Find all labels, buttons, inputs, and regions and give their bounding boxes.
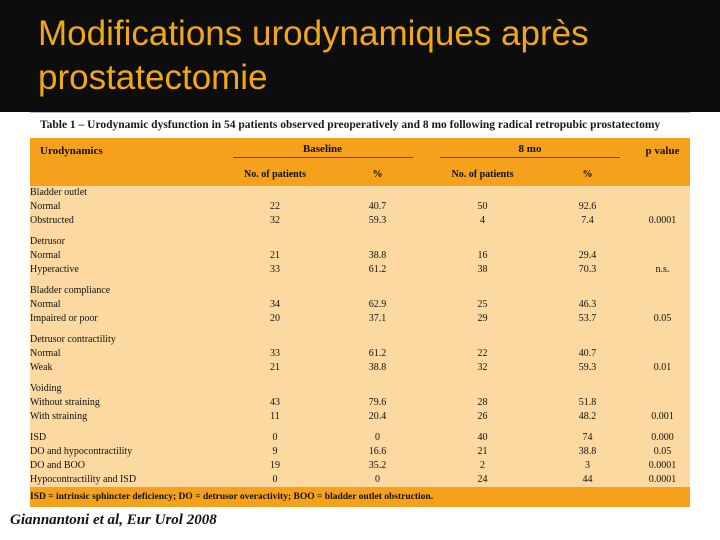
cell-baseline-pct: 37.1 xyxy=(330,312,425,326)
cell-pvalue: 0.0001 xyxy=(635,473,690,487)
cell-8mo-pct: 51.8 xyxy=(540,396,635,410)
urodynamics-table xyxy=(30,138,690,507)
row-label: Impaired or poor xyxy=(30,312,220,326)
table-row xyxy=(30,361,690,375)
row-label: Normal xyxy=(30,200,220,214)
table-spacer-cell xyxy=(30,326,690,333)
table-row xyxy=(30,200,690,214)
row-label: Bladder compliance xyxy=(30,284,220,298)
cell-pvalue: 0.0001 xyxy=(635,214,690,228)
subheader-blank xyxy=(30,164,220,186)
table-row xyxy=(30,410,690,424)
cell-8mo-pct: 3 xyxy=(540,459,635,473)
table-spacer-row xyxy=(30,228,690,235)
cell-baseline-pct: 61.2 xyxy=(330,347,425,361)
table-row xyxy=(30,333,690,347)
cell-baseline-n: 0 xyxy=(220,473,330,487)
row-label: Obstructed xyxy=(30,214,220,228)
cell-8mo-n: 29 xyxy=(425,312,540,326)
citation: Giannantoni et al, Eur Urol 2008 xyxy=(10,512,217,528)
table-row xyxy=(30,186,690,200)
cell-8mo-n: 40 xyxy=(425,431,540,445)
cell-pvalue xyxy=(635,235,690,249)
table-row xyxy=(30,214,690,228)
row-label: Detrusor contractility xyxy=(30,333,220,347)
table-row xyxy=(30,459,690,473)
cell-8mo-n: 21 xyxy=(425,445,540,459)
row-label: Normal xyxy=(30,347,220,361)
cell-baseline-pct xyxy=(330,333,425,347)
cell-pvalue: 0.05 xyxy=(635,445,690,459)
cell-baseline-pct: 38.8 xyxy=(330,249,425,263)
cell-8mo-pct xyxy=(540,284,635,298)
col-header-pvalue: p value xyxy=(635,138,690,164)
cell-baseline-pct: 40.7 xyxy=(330,200,425,214)
cell-pvalue: 0.0001 xyxy=(635,459,690,473)
table-spacer-cell xyxy=(30,375,690,382)
table-foot xyxy=(30,487,690,507)
cell-pvalue: n.s. xyxy=(635,263,690,277)
cell-pvalue: 0.01 xyxy=(635,361,690,375)
row-label: Hyperactive xyxy=(30,263,220,277)
table-spacer-row xyxy=(30,277,690,284)
cell-8mo-pct: 53.7 xyxy=(540,312,635,326)
cell-baseline-pct: 38.8 xyxy=(330,361,425,375)
cell-baseline-n: 11 xyxy=(220,410,330,424)
cell-baseline-n xyxy=(220,235,330,249)
cell-baseline-pct: 0 xyxy=(330,431,425,445)
col-header-baseline xyxy=(220,138,425,164)
cell-pvalue xyxy=(635,186,690,200)
subheader-8mo-n: No. of patients xyxy=(425,164,540,186)
cell-8mo-pct: 70.3 xyxy=(540,263,635,277)
cell-8mo-n: 26 xyxy=(425,410,540,424)
table-spacer-cell xyxy=(30,228,690,235)
cell-baseline-pct: 61.2 xyxy=(330,263,425,277)
cell-8mo-n xyxy=(425,333,540,347)
cell-8mo-pct xyxy=(540,235,635,249)
col-header-urodynamics: Urodynamics xyxy=(30,138,220,164)
cell-8mo-pct: 38.8 xyxy=(540,445,635,459)
page-title: Modifications urodynamiques après prostatectomie xyxy=(38,14,589,97)
cell-baseline-n: 43 xyxy=(220,396,330,410)
table-footnote: ISD = intrinsic sphincter deficiency; DO = detrusor overactivity; BOO = bladder outlet obstruction. xyxy=(30,487,690,507)
cell-8mo-n xyxy=(425,284,540,298)
cell-8mo-n: 32 xyxy=(425,361,540,375)
cell-8mo-n: 38 xyxy=(425,263,540,277)
table-row xyxy=(30,263,690,277)
col-header-8mo xyxy=(425,138,635,164)
row-label: Hypocontractility and ISD xyxy=(30,473,220,487)
cell-baseline-pct: 59.3 xyxy=(330,214,425,228)
table-spacer-cell xyxy=(30,424,690,431)
cell-8mo-pct xyxy=(540,382,635,396)
cell-8mo-pct: 59.3 xyxy=(540,361,635,375)
cell-baseline-pct: 35.2 xyxy=(330,459,425,473)
table-head xyxy=(30,138,690,186)
cell-baseline-pct: 62.9 xyxy=(330,298,425,312)
cell-baseline-n xyxy=(220,186,330,200)
cell-baseline-n: 21 xyxy=(220,361,330,375)
subheader-8mo-pct: % xyxy=(540,164,635,186)
subheader-pvalue xyxy=(635,164,690,186)
col-header-baseline-label: Baseline xyxy=(233,143,413,158)
cell-8mo-n: 28 xyxy=(425,396,540,410)
cell-baseline-n: 32 xyxy=(220,214,330,228)
cell-8mo-n xyxy=(425,235,540,249)
row-label: With straining xyxy=(30,410,220,424)
cell-8mo-pct: 7.4 xyxy=(540,214,635,228)
cell-pvalue xyxy=(635,382,690,396)
row-label: DO and BOO xyxy=(30,459,220,473)
table-header-row-sub xyxy=(30,164,690,186)
table-row xyxy=(30,298,690,312)
cell-baseline-pct xyxy=(330,382,425,396)
cell-baseline-n: 33 xyxy=(220,263,330,277)
cell-8mo-n xyxy=(425,382,540,396)
table-spacer-cell xyxy=(30,277,690,284)
cell-pvalue: 0.000 xyxy=(635,431,690,445)
table-header-row-groups xyxy=(30,138,690,164)
row-label: ISD xyxy=(30,431,220,445)
cell-8mo-pct: 74 xyxy=(540,431,635,445)
cell-8mo-n: 2 xyxy=(425,459,540,473)
table-body xyxy=(30,186,690,487)
cell-8mo-pct: 44 xyxy=(540,473,635,487)
cell-8mo-n: 24 xyxy=(425,473,540,487)
table-row xyxy=(30,235,690,249)
row-label: DO and hypocontractility xyxy=(30,445,220,459)
cell-baseline-n xyxy=(220,284,330,298)
subheader-baseline-pct: % xyxy=(330,164,425,186)
cell-8mo-n: 25 xyxy=(425,298,540,312)
cell-8mo-n: 22 xyxy=(425,347,540,361)
table-spacer-row xyxy=(30,375,690,382)
cell-8mo-pct: 92.6 xyxy=(540,200,635,214)
table-row xyxy=(30,382,690,396)
cell-8mo-n xyxy=(425,186,540,200)
row-label: Normal xyxy=(30,249,220,263)
cell-baseline-pct: 0 xyxy=(330,473,425,487)
row-label: Detrusor xyxy=(30,235,220,249)
cell-baseline-n: 34 xyxy=(220,298,330,312)
cell-8mo-pct: 40.7 xyxy=(540,347,635,361)
cell-8mo-pct: 46.3 xyxy=(540,298,635,312)
cell-baseline-pct xyxy=(330,235,425,249)
cell-pvalue xyxy=(635,249,690,263)
row-label: Normal xyxy=(30,298,220,312)
col-header-8mo-label: 8 mo xyxy=(440,143,620,158)
table-card xyxy=(30,112,690,507)
table-row xyxy=(30,249,690,263)
cell-pvalue xyxy=(635,284,690,298)
cell-baseline-pct xyxy=(330,186,425,200)
subheader-baseline-n: No. of patients xyxy=(220,164,330,186)
cell-baseline-n: 19 xyxy=(220,459,330,473)
cell-pvalue xyxy=(635,347,690,361)
table-row xyxy=(30,396,690,410)
table-caption: Table 1 – Urodynamic dysfunction in 54 patients observed preoperatively and 8 mo following radical retropubic prostatectomy xyxy=(40,119,661,131)
cell-baseline-pct: 79.6 xyxy=(330,396,425,410)
row-label: Without straining xyxy=(30,396,220,410)
row-label: Bladder outlet xyxy=(30,186,220,200)
cell-baseline-pct xyxy=(330,284,425,298)
cell-8mo-pct: 48.2 xyxy=(540,410,635,424)
cell-8mo-pct: 29.4 xyxy=(540,249,635,263)
cell-baseline-pct: 20.4 xyxy=(330,410,425,424)
cell-baseline-n xyxy=(220,333,330,347)
cell-baseline-pct: 16.6 xyxy=(330,445,425,459)
cell-pvalue xyxy=(635,333,690,347)
cell-8mo-n: 16 xyxy=(425,249,540,263)
cell-8mo-pct xyxy=(540,186,635,200)
cell-pvalue: 0.05 xyxy=(635,312,690,326)
cell-baseline-n: 0 xyxy=(220,431,330,445)
table-row xyxy=(30,431,690,445)
cell-baseline-n: 20 xyxy=(220,312,330,326)
table-row xyxy=(30,347,690,361)
cell-pvalue xyxy=(635,396,690,410)
cell-baseline-n: 21 xyxy=(220,249,330,263)
cell-8mo-n: 4 xyxy=(425,214,540,228)
table-row xyxy=(30,473,690,487)
table-footnote-row xyxy=(30,487,690,507)
table-spacer-row xyxy=(30,326,690,333)
cell-8mo-pct xyxy=(540,333,635,347)
table-row xyxy=(30,445,690,459)
cell-baseline-n: 9 xyxy=(220,445,330,459)
cell-baseline-n: 22 xyxy=(220,200,330,214)
cell-pvalue: 0.001 xyxy=(635,410,690,424)
cell-pvalue xyxy=(635,298,690,312)
table-spacer-row xyxy=(30,424,690,431)
table-row xyxy=(30,312,690,326)
row-label: Voiding xyxy=(30,382,220,396)
cell-8mo-n: 50 xyxy=(425,200,540,214)
cell-baseline-n: 33 xyxy=(220,347,330,361)
title-banner xyxy=(0,0,720,112)
table-row xyxy=(30,284,690,298)
cell-pvalue xyxy=(635,200,690,214)
cell-baseline-n xyxy=(220,382,330,396)
row-label: Weak xyxy=(30,361,220,375)
